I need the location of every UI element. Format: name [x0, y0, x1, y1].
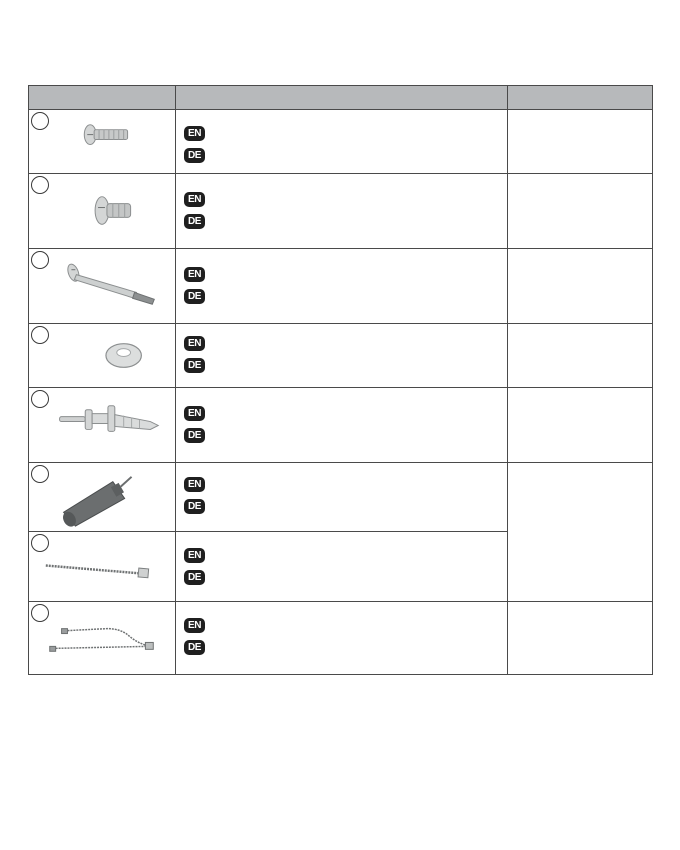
wall-anchor-icon: [29, 388, 175, 462]
de-badge: DE: [184, 214, 205, 229]
ring-washer-icon: [29, 324, 175, 387]
short-pan-head-screw-icon: [29, 174, 175, 248]
lang-line-en: [184, 188, 507, 210]
de-badge: DE: [184, 148, 205, 163]
table-row: [29, 174, 653, 249]
en-badge: EN: [184, 618, 205, 633]
en-badge: EN: [184, 477, 205, 492]
part-image-cell: [29, 602, 176, 675]
description-cell: [176, 174, 508, 249]
en-badge: EN: [184, 336, 205, 351]
de-badge: DE: [184, 289, 205, 304]
lang-line-en: [184, 402, 507, 424]
de-badge: DE: [184, 358, 205, 373]
description-cell: [176, 463, 508, 532]
de-badge: DE: [184, 570, 205, 585]
description-cell: [176, 249, 508, 324]
en-badge: EN: [184, 548, 205, 563]
en-badge: EN: [184, 126, 205, 141]
table-row: [29, 388, 653, 463]
lang-line-de: [184, 424, 507, 446]
quantity-cell: [508, 174, 653, 249]
en-badge: EN: [184, 267, 205, 282]
table-row: [29, 324, 653, 388]
quantity-cell: [508, 388, 653, 463]
en-badge: EN: [184, 406, 205, 421]
lang-line-de: [184, 566, 507, 588]
description-cell: [176, 602, 508, 675]
lang-line-en: [184, 473, 507, 495]
lang-line-de: [184, 495, 507, 517]
lang-line-en: [184, 332, 507, 354]
lang-line-de: [184, 636, 507, 658]
long-bolt-icon: [29, 249, 175, 323]
description-cell: [176, 324, 508, 388]
quantity-cell: [508, 463, 653, 602]
description-cell: [176, 532, 508, 602]
part-image-cell: [29, 110, 176, 174]
cylinder-spacer-icon: [29, 463, 175, 531]
lang-line-en: [184, 614, 507, 636]
part-image-cell: [29, 532, 176, 602]
lang-line-de: [184, 354, 507, 376]
header-description: [176, 86, 508, 110]
part-image-cell: [29, 388, 176, 463]
part-image-cell: [29, 324, 176, 388]
quantity-cell: [508, 324, 653, 388]
lang-line-de: [184, 285, 507, 307]
lang-line-de: [184, 144, 507, 166]
cable-icon: [29, 602, 175, 674]
threaded-rod-icon: [29, 532, 175, 601]
header-part: [29, 86, 176, 110]
quantity-cell: [508, 249, 653, 324]
table-header-row: [29, 86, 653, 110]
lang-line-de: [184, 210, 507, 232]
lang-line-en: [184, 263, 507, 285]
lang-line-en: [184, 122, 507, 144]
part-image-cell: [29, 249, 176, 324]
quantity-cell: [508, 602, 653, 675]
de-badge: DE: [184, 640, 205, 655]
part-image-cell: [29, 174, 176, 249]
lang-line-en: [184, 544, 507, 566]
en-badge: EN: [184, 192, 205, 207]
parts-table: [28, 85, 653, 675]
table-row: [29, 602, 653, 675]
quantity-cell: [508, 110, 653, 174]
table-row: [29, 110, 653, 174]
header-quantity: [508, 86, 653, 110]
de-badge: DE: [184, 499, 205, 514]
description-cell: [176, 110, 508, 174]
table-row: [29, 249, 653, 324]
part-image-cell: [29, 463, 176, 532]
pan-head-screw-icon: [29, 110, 175, 173]
table-row: [29, 463, 653, 532]
description-cell: [176, 388, 508, 463]
de-badge: DE: [184, 428, 205, 443]
